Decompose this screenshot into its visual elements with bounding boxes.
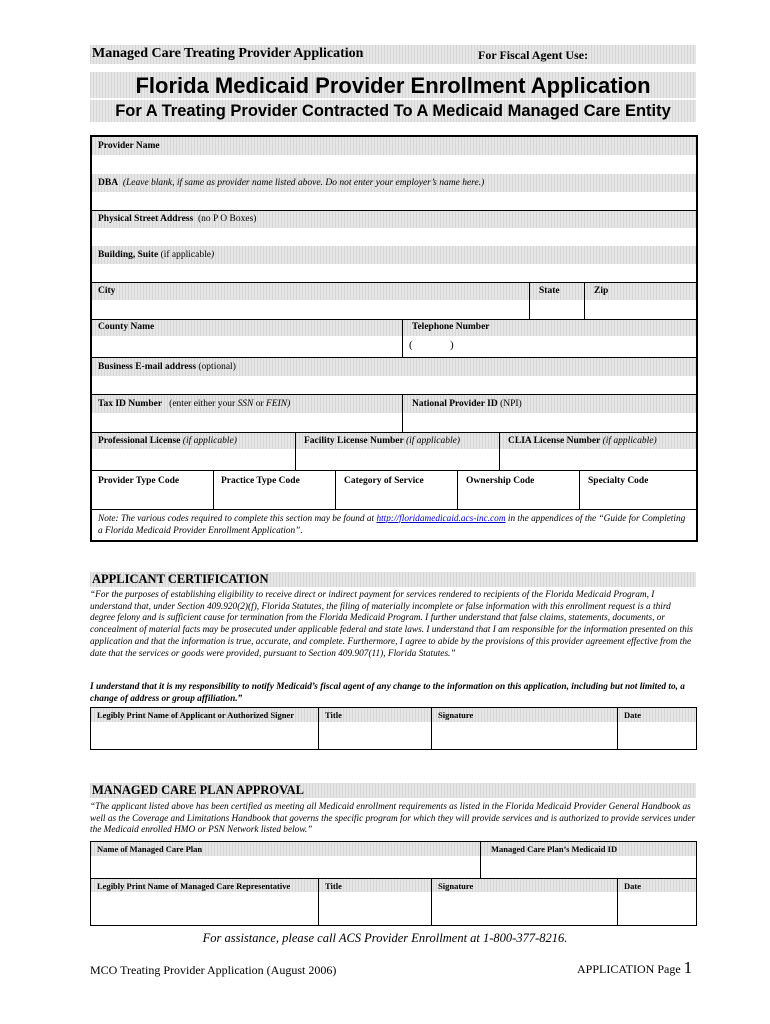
managed-care-approval-heading-text: MANAGED CARE PLAN APPROVAL bbox=[92, 783, 304, 797]
plan-header bbox=[91, 842, 696, 856]
tax-id-ssn: SSN bbox=[237, 399, 254, 409]
representative-signature-field[interactable] bbox=[432, 893, 617, 926]
street-label-text: Physical Street Address bbox=[98, 214, 194, 224]
applicant-title-field[interactable] bbox=[319, 722, 431, 750]
tax-id-fein: FEIN) bbox=[266, 399, 291, 409]
applicant-certification-heading bbox=[90, 572, 696, 587]
npi-label-text: National Provider ID bbox=[412, 399, 498, 409]
clia-license-field[interactable] bbox=[500, 449, 696, 469]
dba-label bbox=[92, 173, 484, 188]
state-field[interactable] bbox=[530, 300, 584, 319]
ownership-code-label bbox=[460, 471, 534, 486]
category-of-service-text: Category of Service bbox=[344, 476, 424, 486]
city-label-row bbox=[92, 283, 696, 300]
applicant-certification-heading-text: APPLICANT CERTIFICATION bbox=[92, 572, 269, 586]
provider-information-form bbox=[90, 135, 698, 542]
county-label-row bbox=[92, 320, 696, 336]
codes-note-text-2: in the appendices of the “Guide for Completing a Florida Medicaid Provider Enrollment Application”. bbox=[98, 514, 686, 536]
provider-type-code-field[interactable] bbox=[92, 489, 213, 508]
building-label-text: Building, Suite bbox=[98, 250, 159, 260]
application-title: Managed Care Treating Provider Application bbox=[92, 46, 364, 61]
building-field[interactable] bbox=[92, 264, 696, 282]
representative-date-field[interactable] bbox=[618, 893, 697, 926]
clia-license-note: (if applicable) bbox=[602, 436, 657, 446]
managed-care-approval-table bbox=[90, 841, 697, 926]
tax-id-label-text: Tax ID Number bbox=[98, 399, 163, 409]
representative-signature-label: Signature bbox=[438, 881, 474, 891]
professional-license-label-text: Professional License bbox=[98, 436, 181, 446]
street-label bbox=[92, 209, 256, 224]
provider-name-field[interactable] bbox=[92, 155, 696, 174]
dba-field[interactable] bbox=[92, 192, 696, 210]
representative-header bbox=[91, 879, 696, 892]
provider-name-label-row bbox=[92, 137, 696, 155]
ownership-code-text: Ownership Code bbox=[466, 476, 535, 486]
tax-id-or: or bbox=[255, 399, 264, 409]
footer-form-id: MCO Treating Provider Application (August 2006) bbox=[90, 963, 337, 977]
specialty-code-label bbox=[582, 471, 648, 486]
footer-page-label bbox=[577, 958, 692, 978]
zip-label-text: Zip bbox=[594, 286, 609, 296]
npi-note: (NPI) bbox=[500, 399, 522, 409]
building-note-close: ) bbox=[210, 250, 215, 260]
applicant-name-field[interactable] bbox=[91, 722, 318, 750]
telephone-field[interactable] bbox=[403, 336, 696, 356]
main-title: Florida Medicaid Provider Enrollment Application bbox=[135, 73, 651, 98]
clia-license-label bbox=[502, 431, 657, 446]
email-label-text: Business E-mail address bbox=[98, 362, 197, 372]
main-title-bar bbox=[90, 72, 696, 98]
telephone-label-text: Telephone Number bbox=[412, 322, 490, 332]
license-label-row bbox=[92, 433, 696, 449]
page-number: 1 bbox=[683, 958, 693, 977]
state-label-text: State bbox=[539, 286, 560, 296]
applicant-date-label: Date bbox=[624, 710, 641, 720]
dba-note: (Leave blank, if same as provider name listed above. Do not enter your employer’s name here.) bbox=[122, 178, 485, 188]
applicant-date-field[interactable] bbox=[618, 722, 697, 750]
applicant-signature-table bbox=[90, 707, 697, 750]
street-label-row bbox=[92, 211, 696, 228]
ownership-code-field[interactable] bbox=[458, 489, 579, 508]
tax-id-label bbox=[92, 394, 290, 409]
professional-license-note: (if applicable) bbox=[182, 436, 237, 446]
zip-label bbox=[588, 281, 608, 296]
npi-field[interactable] bbox=[403, 413, 696, 432]
plan-medicaid-id-label: Managed Care Plan’s Medicaid ID bbox=[491, 844, 618, 854]
plan-name-field[interactable] bbox=[91, 856, 480, 877]
representative-title-label: Title bbox=[325, 881, 342, 891]
facility-license-note: (if applicable) bbox=[405, 436, 461, 446]
representative-date-label: Date bbox=[624, 881, 641, 891]
building-note: (if applicable bbox=[160, 250, 211, 260]
city-label bbox=[92, 281, 115, 296]
provider-name-label bbox=[92, 136, 160, 151]
street-note: (no P O Boxes) bbox=[197, 214, 257, 224]
representative-name-field[interactable] bbox=[91, 893, 318, 926]
email-label bbox=[92, 357, 236, 372]
fiscal-agent-label: For Fiscal Agent Use: bbox=[478, 48, 589, 62]
codes-note-text: Note: The various codes required to complete this section may be found at bbox=[98, 514, 375, 524]
applicant-name-label: Legibly Print Name of Applicant or Authorized Signer bbox=[97, 710, 294, 720]
building-label-row bbox=[92, 246, 696, 264]
representative-name-label: Legibly Print Name of Managed Care Representative bbox=[97, 881, 291, 891]
tax-id-field[interactable] bbox=[92, 413, 402, 432]
category-of-service-field[interactable] bbox=[336, 489, 457, 508]
medicaid-website-link[interactable]: http://floridamedicaid.acs-inc.com bbox=[376, 514, 506, 524]
representative-title-field[interactable] bbox=[319, 893, 431, 926]
zip-field[interactable] bbox=[585, 300, 696, 319]
county-label-text: County Name bbox=[98, 322, 155, 332]
provider-name-label-text: Provider Name bbox=[98, 141, 160, 151]
telephone-label bbox=[406, 317, 490, 332]
facility-license-label-text: Facility License Number bbox=[304, 436, 404, 446]
building-label bbox=[92, 245, 214, 260]
city-label-text: City bbox=[98, 286, 116, 296]
header-bar bbox=[90, 45, 696, 64]
assistance-line: For assistance, please call ACS Provider Enrollment at 1-800-377-8216. bbox=[202, 931, 568, 945]
area-code-close: ) bbox=[450, 339, 454, 351]
approval-statement: “The applicant listed above has been certified as meeting all Medicaid enrollment requirements as listed in the Florida Medicaid Provider General Handbook as well as the Coverage and Limitations Handbook that governs the specific program for which they will provide services and is authorized to provide services under the Medicaid enrolled HMO or PSN Network listed below.” bbox=[90, 802, 696, 836]
street-field[interactable] bbox=[92, 228, 696, 246]
codes-note bbox=[98, 513, 692, 537]
practice-type-code-field[interactable] bbox=[214, 489, 335, 508]
certification-statement: “For the purposes of establishing eligibility to receive direct or indirect payment for services rendered to recipients of the Florida Medicaid Program, I understand that, under Section 409.920(2)(f), Florida Statutes, the filing of materially incomplete or false information with this enrollment request is a third degree felony and is sufficient cause for termination from the Florida Medicaid Program. I further understand that false claims, statements, documents, or concealment of material facts may be prosecuted under applicable federal and state laws. I understand that I am responsible for the information presented on this application and that the information is true, accurate, and complete. Furthermore, I agree to abide by the provisions of this provider agreement effective from the date that the services or goods were provided, pursuant to Section 409.907(11), Florida Statutes.” bbox=[90, 590, 693, 659]
sub-title-bar bbox=[90, 100, 696, 122]
plan-medicaid-id-field[interactable] bbox=[481, 856, 697, 877]
dba-label-row bbox=[92, 174, 696, 192]
specialty-code-text: Specialty Code bbox=[588, 476, 649, 486]
applicant-title-label: Title bbox=[325, 710, 342, 720]
applicant-signature-label: Signature bbox=[438, 710, 474, 720]
sub-title: For A Treating Provider Contracted To A Medicaid Managed Care Entity bbox=[115, 102, 671, 120]
area-code-open: ( bbox=[409, 339, 413, 351]
facility-license-field[interactable] bbox=[296, 449, 499, 469]
npi-label bbox=[406, 394, 522, 409]
category-of-service-label bbox=[338, 471, 424, 486]
tax-id-note: (enter either your bbox=[169, 399, 236, 409]
footer-page-text: APPLICATION Page bbox=[577, 962, 681, 976]
certification-responsibility-statement: I understand that it is my responsibility to notify Medicaid’s fiscal agent of any change to the information on this application, including but not limited to, a change of address or group affiliation.” bbox=[90, 682, 685, 704]
practice-type-code-text: Practice Type Code bbox=[221, 476, 300, 486]
applicant-signature-field[interactable] bbox=[432, 722, 617, 750]
county-label bbox=[92, 317, 154, 332]
practice-type-code-label bbox=[215, 471, 300, 486]
email-label-row bbox=[92, 358, 696, 376]
professional-license-field[interactable] bbox=[92, 449, 295, 469]
plan-name-label: Name of Managed Care Plan bbox=[97, 844, 203, 854]
facility-license-label bbox=[298, 431, 460, 446]
specialty-code-field[interactable] bbox=[580, 489, 696, 508]
clia-license-label-text: CLIA License Number bbox=[508, 436, 601, 446]
provider-type-code-text: Provider Type Code bbox=[98, 476, 180, 486]
dba-label-text: DBA bbox=[98, 178, 119, 188]
divider bbox=[92, 509, 696, 510]
professional-license-label bbox=[92, 431, 237, 446]
provider-type-code-label bbox=[92, 471, 179, 486]
tax-id-label-row bbox=[92, 395, 696, 413]
applicant-signature-header bbox=[91, 708, 696, 722]
email-field[interactable] bbox=[92, 376, 696, 394]
state-label bbox=[533, 281, 560, 296]
county-field[interactable] bbox=[92, 336, 402, 356]
email-note: (optional) bbox=[198, 362, 236, 372]
managed-care-approval-heading bbox=[90, 783, 696, 798]
